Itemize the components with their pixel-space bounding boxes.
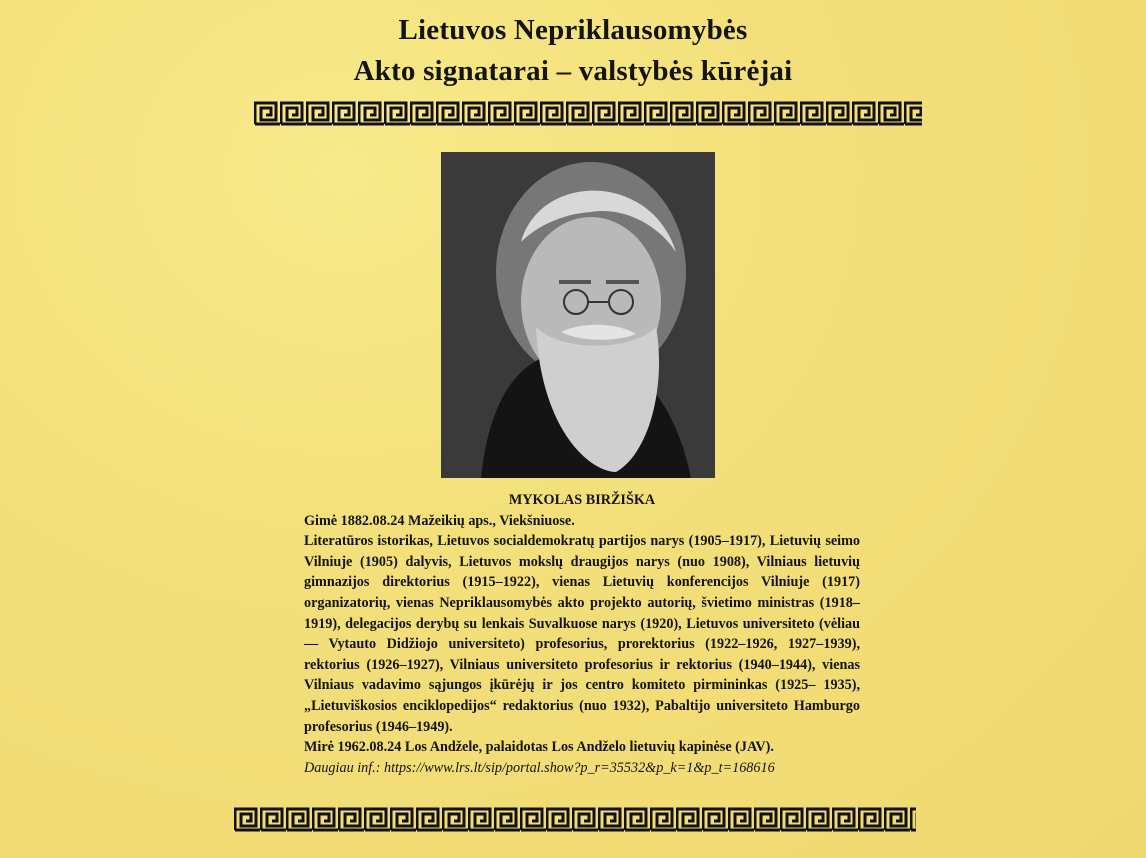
person-name: MYKOLAS BIRŽIŠKA xyxy=(508,492,656,508)
portrait-photo xyxy=(441,152,715,478)
page-title xyxy=(0,10,1146,92)
title-line-1: Lietuvos Nepriklausomybės xyxy=(398,14,748,46)
birth-info: Gimė 1882.08.24 Mažeikių aps., Viekšniuose. xyxy=(304,512,575,529)
more-info-link[interactable]: Daugiau inf.: https://www.lrs.lt/sip/portal.show?p_r=35532&p_k=1&p_t=168616 xyxy=(304,759,775,776)
title-line-2: Akto signatarai – valstybės kūrėjai xyxy=(353,55,793,87)
greek-key-border-bottom xyxy=(234,806,916,832)
career-text: Literatūros istorikas, Lietuvos socialdemokratų partijos narys (1905–1917), Lietuvių seimo Vilniuje (1905) dalyvis, Lietuvos mokslų draugijos narys (nuo 1908), Vilniaus lietuvių gimnazijos direktorius (1915–1922), vienas Lietuvių konferencijos Vilniuje (1917) organizatorių, vienas Nepriklausomybės akto projekto autorių, švietimo ministras (1918–1919), delegacijos derybų su lenkais Suvalkuose narys (1920), Lietuvos universiteto (vėliau — Vytauto Didžiojo universiteto) profesorius, prorektorius (1922–1926, 1927–1939), rektorius (1926–1927), Vilniaus universiteto profesorius ir rektorius (1940–1944), vienas Vilniaus vadavimo sąjungos įkūrėjų ir jos centro komiteto pirmininkas (1925– 1935), „Lietuviškosios enciklopedijos“ redaktorius (nuo 1932), Pabaltijo universiteto Hamburgo profesorius (1946–1949). xyxy=(304,533,860,735)
portrait-illustration xyxy=(441,152,715,478)
death-info: Mirė 1962.08.24 Los Andžele, palaidotas Los Andželo lietuvių kapinėse (JAV). xyxy=(304,739,774,756)
biography xyxy=(304,490,860,778)
greek-key-border-top xyxy=(254,100,922,126)
